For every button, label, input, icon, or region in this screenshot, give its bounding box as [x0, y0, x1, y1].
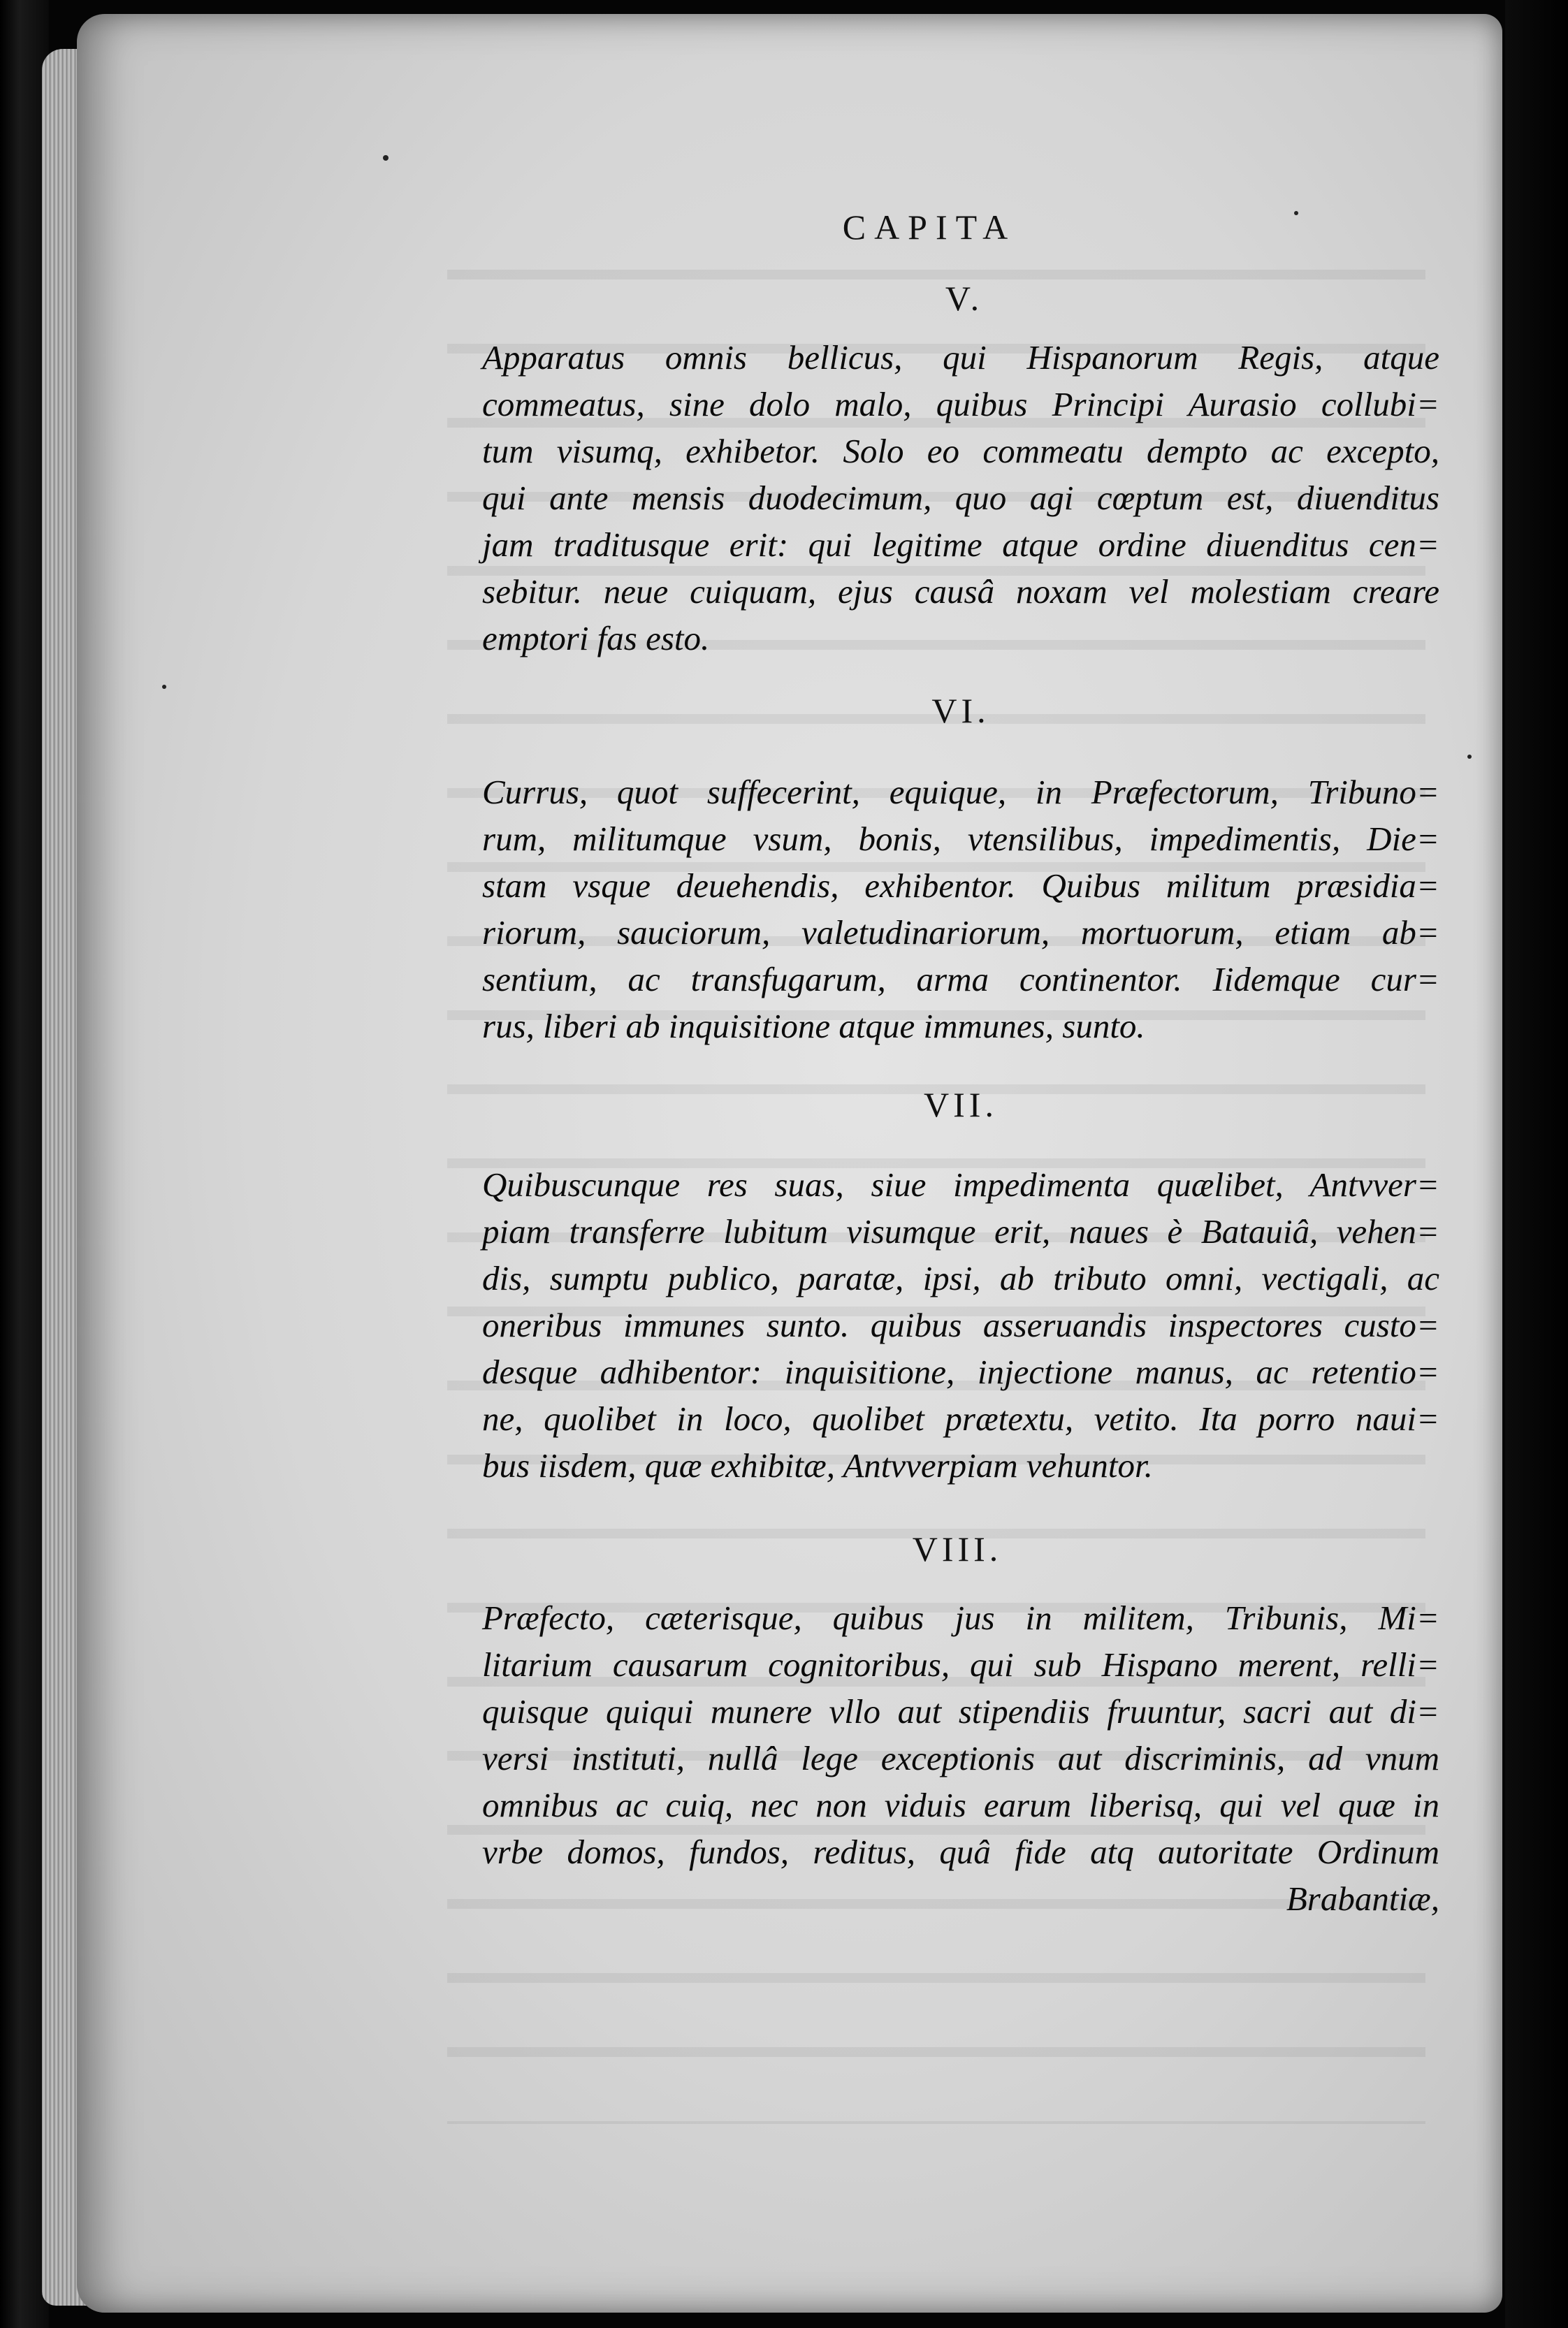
- section-number-vii: VII.: [924, 1085, 998, 1124]
- section-number-vi: VI.: [931, 691, 990, 730]
- section-viii-text: [482, 1594, 1439, 1922]
- text-line: bus iisdem, quæ exhibitæ, Antvverpiam vehuntor.: [482, 1446, 1153, 1485]
- ink-speck: [1467, 755, 1472, 759]
- text-line: rum, militumque vsum, bonis, vtensilibus, impedimentis, Die=: [482, 820, 1439, 858]
- ink-speck: [383, 155, 389, 161]
- text-line: piam transferre lubitum visumque erit, naues è Batauiâ, vehen=: [482, 1212, 1439, 1251]
- text-line: qui ante mensis duodecimum, quo agi cœptum est, diuenditus: [482, 479, 1439, 517]
- catchword: Brabantiæ,: [1286, 1879, 1439, 1918]
- text-line: Apparatus omnis bellicus, qui Hispanorum Regis, atque: [482, 338, 1439, 377]
- text-line: litarium causarum cognitoribus, qui sub Hispano merent, relli=: [482, 1645, 1439, 1684]
- section-number-viii: VIII.: [912, 1529, 1003, 1569]
- text-line: desque adhibentor: inquisitione, injectione manus, ac retentio=: [482, 1353, 1439, 1391]
- text-line: oneribus immunes sunto. quibus asseruandis inspectores custo=: [482, 1306, 1439, 1344]
- ink-speck: [1294, 211, 1298, 215]
- text-line: stam vsque deuehendis, exhibentor. Quibus militum præsidia=: [482, 866, 1439, 905]
- text-line: emptori fas esto.: [482, 619, 710, 657]
- text-line: riorum, sauciorum, valetudinariorum, mortuorum, etiam ab=: [482, 913, 1439, 952]
- text-line: versi instituti, nullâ lege exceptionis aut discriminis, ad vnum: [482, 1739, 1439, 1777]
- text-line: commeatus, sine dolo malo, quibus Principi Aurasio collubi=: [482, 385, 1439, 423]
- text-line: vrbe domos, fundos, reditus, quâ fide atq autoritate Ordinum: [482, 1833, 1439, 1871]
- text-line: sebitur. neue cuiquam, ejus causâ noxam vel molestiam creare: [482, 572, 1439, 611]
- section-vi-text: [482, 769, 1439, 1049]
- text-line: ne, quolibet in loco, quolibet prætextu, vetito. Ita porro naui=: [482, 1399, 1439, 1438]
- text-line: omnibus ac cuiq, nec non viduis earum liberisq, qui vel quæ in: [482, 1786, 1439, 1824]
- section-v-text: [482, 334, 1439, 662]
- text-line: dis, sumptu publico, paratæ, ipsi, ab tributo omni, vectigali, ac: [482, 1259, 1439, 1297]
- ink-speck: [162, 685, 166, 689]
- text-line: rus, liberi ab inquisitione atque immunes, sunto.: [482, 1007, 1145, 1045]
- section-number-v: V.: [945, 279, 984, 318]
- text-line: jam traditusque erit: qui legitime atque ordine diuenditus cen=: [482, 525, 1439, 564]
- text-line: Quibuscunque res suas, siue impedimenta quælibet, Antvver=: [482, 1165, 1439, 1204]
- text-line: quisque quiqui munere vllo aut stipendiis fruuntur, sacri aut di=: [482, 1692, 1439, 1731]
- running-head: CAPITA: [842, 208, 1017, 247]
- text-line: Præfecto, cæterisque, quibus jus in militem, Tribunis, Mi=: [482, 1599, 1439, 1637]
- text-line: tum visumq, exhibetor. Solo eo commeatu dempto ac excepto,: [482, 432, 1439, 470]
- text-line: sentium, ac transfugarum, arma continentor. Iidemque cur=: [482, 960, 1439, 998]
- text-line: Currus, quot suffecerint, equique, in Præfectorum, Tribuno=: [482, 773, 1439, 811]
- section-vii-text: [482, 1161, 1439, 1489]
